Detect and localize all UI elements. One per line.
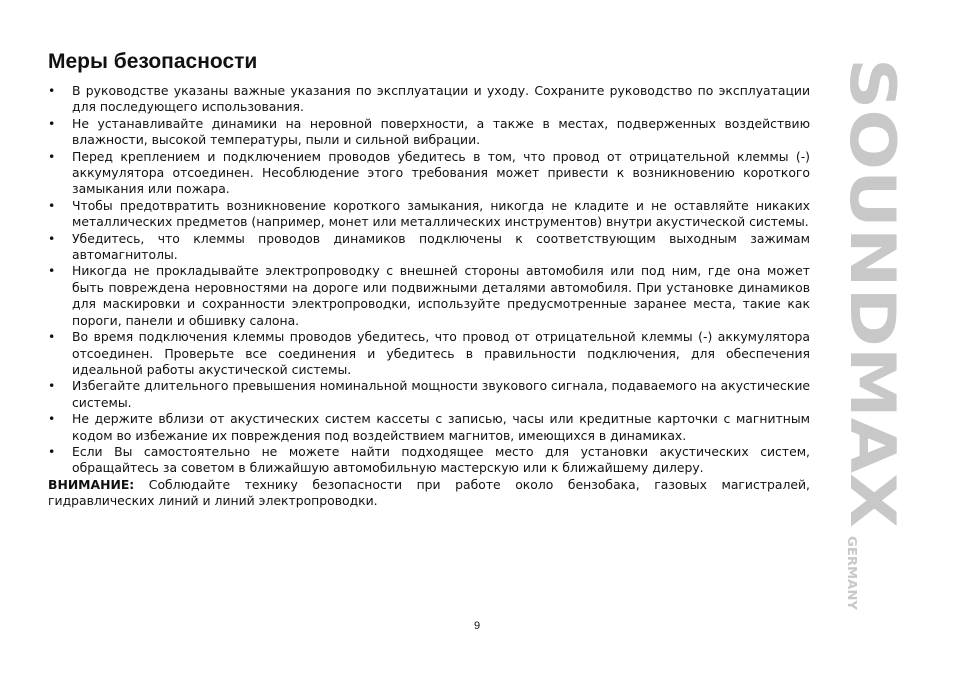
list-item-text: Перед креплением и подключением проводов убедитесь в том, что провод от отрицательной клеммы (-) аккумулятора отсоединен. Несоблюдение этого требования может привести к возникновению короткого замыкания или пожара. bbox=[72, 148, 810, 197]
list-item-text: Не устанавливайте динамики на неровной поверхности, а также в местах, подверженных воздействию влажности, высокой температуры, пыли и сильной вибрации. bbox=[72, 115, 810, 148]
list-item bbox=[48, 198, 810, 231]
list-item-text: Никогда не прокладывайте электропроводку с внешней стороны автомобиля или под ним, где она может быть повреждена неровностями на дороге или подвижными деталями автомобиля. При установке динамиков для маскировки и сохранности электропроводки, используйте предусмотренные заранее места, такие как пороги, панели и обшивку салона. bbox=[72, 263, 810, 328]
warning-label: ВНИМАНИЕ: bbox=[48, 476, 135, 492]
list-item-text: Не держите вблизи от акустических систем кассеты с записью, часы или кредитные карточки с магнитным кодом во избежание их повреждения под воздействием магнитов, имеющихся в динамиках. bbox=[72, 411, 810, 443]
list-item bbox=[48, 263, 810, 329]
list-item bbox=[48, 444, 810, 477]
bullet-marker: • bbox=[48, 329, 56, 345]
bullet-marker: • bbox=[48, 230, 56, 246]
warning-paragraph bbox=[48, 477, 810, 510]
bullet-marker: • bbox=[48, 263, 56, 279]
bullet-marker: • bbox=[48, 83, 56, 98]
warning-text: Соблюдайте технику безопасности при работе около бензобака, газовых магистралей, гидравлических линий и линий электропроводки. bbox=[48, 476, 810, 509]
page-number: 9 bbox=[473, 620, 481, 632]
list-item bbox=[48, 116, 810, 149]
page-title: Меры безопасности bbox=[48, 50, 258, 73]
logo-wordmark: SOUNDMAX bbox=[836, 58, 909, 467]
list-item-text: Если Вы самостоятельно не можете найти подходящее место для установки акустических систем, обращайтесь за советом в ближайшую автомобильную мастерскую или к ближайшему дилеру. bbox=[72, 443, 810, 476]
bullet-marker: • bbox=[48, 148, 56, 164]
bullet-marker: • bbox=[48, 115, 56, 131]
list-item bbox=[48, 149, 810, 198]
logo-subtitle: GERMANY bbox=[845, 536, 859, 604]
soundmax-logo bbox=[836, 58, 911, 618]
list-item-text: Чтобы предотвратить возникновение короткого замыкания, никогда не кладите и не оставляйте никаких металлических предметов (например, монет или металлических инструментов) внутри акустической системы. bbox=[72, 197, 810, 230]
safety-content bbox=[48, 83, 810, 510]
list-item bbox=[48, 329, 810, 378]
list-item-text: В руководстве указаны важные указания по эксплуатации и уходу. Сохраните руководство по эксплуатации для последующего использования. bbox=[72, 83, 810, 115]
list-item-text: Во время подключения клеммы проводов убедитесь, что провод от отрицательной клеммы (-) аккумулятора отсоединен. Проверьте все соединения и убедитесь в правильности подключения, для обеспечения идеальной работы акустической системы. bbox=[72, 329, 810, 377]
bullet-marker: • bbox=[48, 443, 56, 459]
safety-list bbox=[48, 83, 810, 477]
list-item bbox=[48, 231, 810, 264]
list-item-text: Избегайте длительного превышения номинальной мощности звукового сигнала, подаваемого на акустические системы. bbox=[72, 378, 810, 410]
list-item bbox=[48, 83, 810, 116]
list-item-text: Убедитесь, что клеммы проводов динамиков подключены к соответствующим выходным зажимам автомагнитолы. bbox=[72, 230, 810, 263]
list-item bbox=[48, 378, 810, 411]
bullet-marker: • bbox=[48, 411, 56, 427]
bullet-marker: • bbox=[48, 197, 56, 213]
bullet-marker: • bbox=[48, 378, 56, 394]
list-item bbox=[48, 411, 810, 444]
